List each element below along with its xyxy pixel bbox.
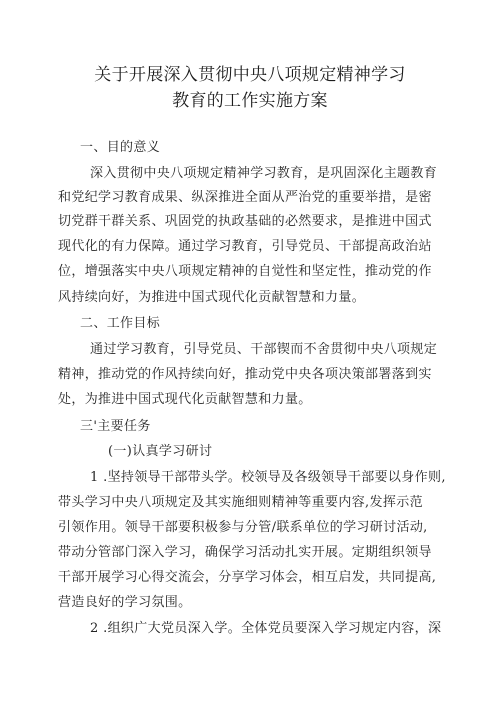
section-heading-tasks: 三'主要任务 xyxy=(80,419,151,434)
paragraph-line: 带动分管部门深入学习，确保学习活动扎实开展。定期组织领导 xyxy=(58,545,432,560)
paragraph-line: 深入贯彻中央八项规定精神学习教育，是巩固深化主题教育 xyxy=(90,166,438,181)
paragraph-line: 和党纪学习教育成果、纵深推进全面从严治党的重要举措，是密 xyxy=(58,190,432,205)
paragraph-line: 现代化的有力保障。通过学习教育，引导党员、干部提高政治站 xyxy=(58,239,432,254)
paragraph-line: 风持续向好，为推进中国式现代化贡献智慧和力量。 xyxy=(58,290,366,305)
paragraph-line: 营造良好的学习氛围。 xyxy=(58,595,192,610)
paragraph-line: 干部开展学习心得交流会，分享学习体会，相互启发，共同提高, xyxy=(58,570,437,585)
paragraph-line: 处，为推进中国式现代化贡献智慧和力量。 xyxy=(58,392,312,407)
paragraph-line: 带头学习中央八项规定及其实施细则精神等重要内容,发挥示范 xyxy=(58,495,423,510)
document-title-line-1: 关于开展深入贯彻中央八项规定精神学习 xyxy=(94,65,406,85)
paragraph-line: 位，增强落实中央八项规定精神的自觉性和坚定性，推动党的作 xyxy=(58,264,432,279)
subsection-heading-study: (一)认真学习研讨 xyxy=(108,444,213,459)
paragraph-line: 切党群干群关系、巩固党的执政基础的必然要求，是推进中国式 xyxy=(58,214,432,229)
section-heading-goals: 二、工作目标 xyxy=(80,316,161,331)
paragraph-line: 精神，推动党的作风持续向好，推动党中央各项决策部署落到实 xyxy=(58,367,432,382)
paragraph-line: 通过学习教育，引导党员、干部锲而不舍贯彻中央八项规定 xyxy=(90,342,438,357)
paragraph-line: 引领作用。领导干部要积极参与分管/联系单位的学习研讨活动, xyxy=(58,520,428,535)
document-title-line-2: 教育的工作实施方案 xyxy=(172,91,328,111)
paragraph-line: 1 .坚持领导干部带头学。校领导及各级领导干部要以身作则, xyxy=(90,470,446,485)
paragraph-line: 2 .组织广大党员深入学。全体党员要深入学习规定内容，深 xyxy=(90,621,442,636)
section-heading-purpose: 一、目的意义 xyxy=(80,140,161,155)
